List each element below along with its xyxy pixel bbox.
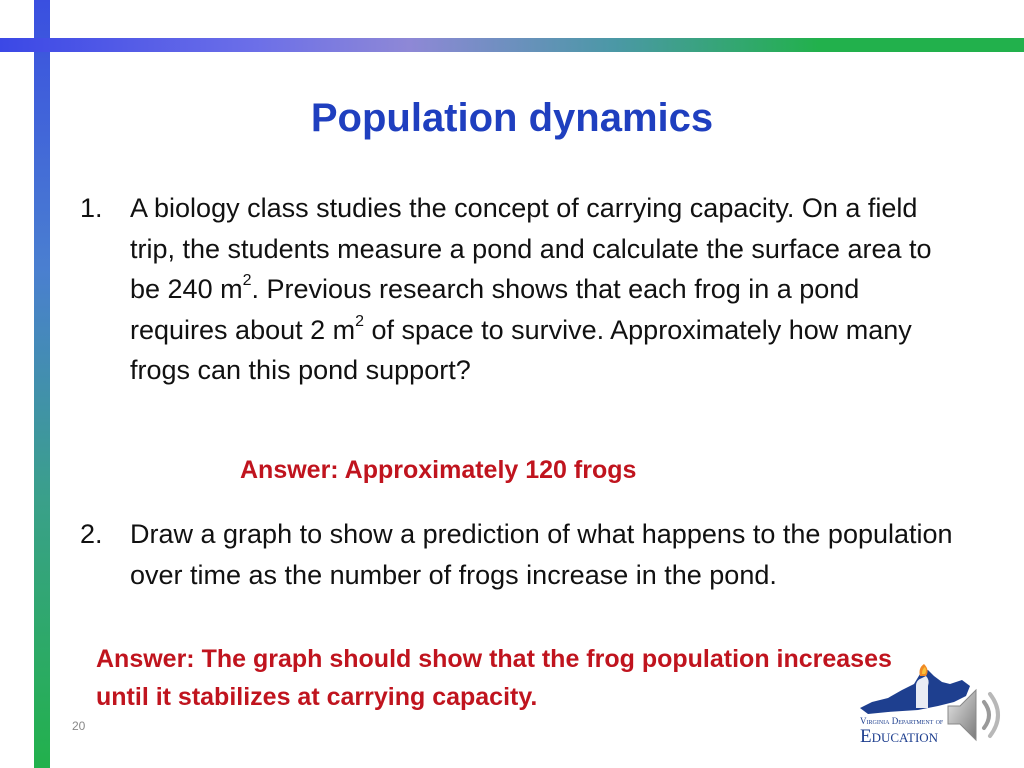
horizontal-accent-bar <box>0 38 1024 52</box>
speaker-icon[interactable] <box>944 680 1008 750</box>
answer-1: Answer: Approximately 120 frogs <box>240 456 637 484</box>
question-2 <box>80 514 960 595</box>
question-1-number: 1. <box>80 193 103 223</box>
question-2-text: Draw a graph to show a prediction of what happens to the population over time as the number of frogs increase in the pond. <box>130 519 953 590</box>
question-1 <box>80 188 960 391</box>
slide-title: Population dynamics <box>310 96 714 140</box>
page-number: 20 <box>72 719 86 733</box>
question-2-number: 2. <box>80 519 103 549</box>
answer-2: Answer: The graph should show that the frog population increases until it stabilizes at carrying capacity. <box>96 645 892 711</box>
logo-line-1: Virginia Department of <box>860 716 944 726</box>
question-1-text: A biology class studies the concept of carrying capacity. On a field trip, the students measure a pond and calculate the surface area to be 240 $m^2$. Previous research shows that each frog in a pond requires about 2 $m^2$ of space to survive. Approximately how many frogs can this pond support? <box>130 193 932 385</box>
logo-line-2: Education <box>860 726 939 747</box>
